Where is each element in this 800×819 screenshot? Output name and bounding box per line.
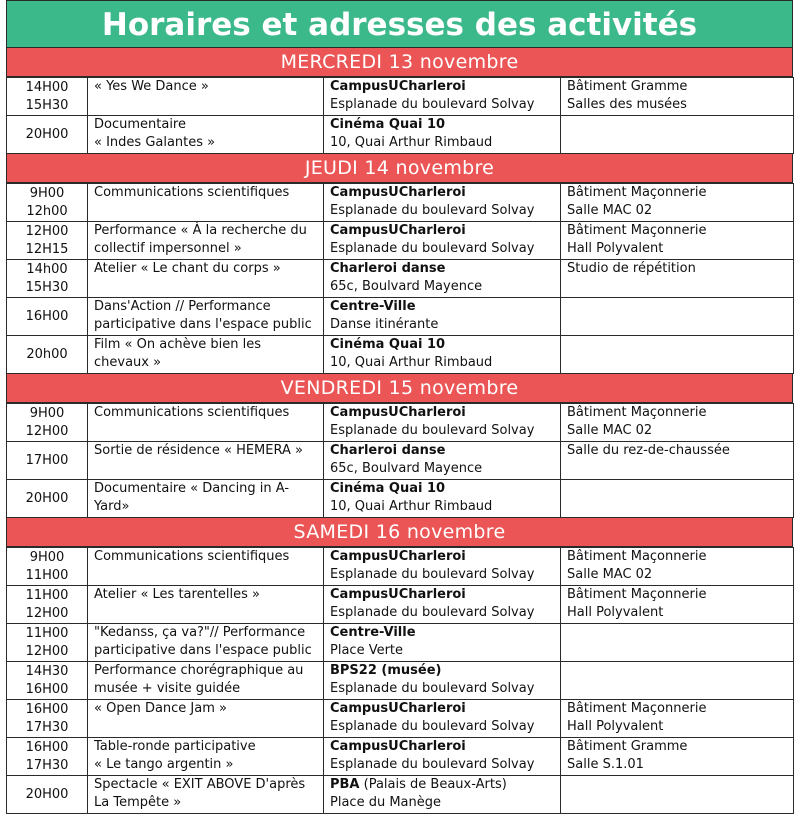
time-text: 9H00 xyxy=(29,549,65,565)
table-row xyxy=(7,442,794,480)
activity-text: "Kedanss, ça va?"// Performance xyxy=(94,625,306,640)
activity-text: participative dans l'espace public xyxy=(94,317,312,332)
activity-cell xyxy=(88,700,324,738)
time-text: 15H30 xyxy=(25,279,69,295)
activity-text: participative dans l'espace public xyxy=(94,643,312,658)
venue-line xyxy=(330,404,554,422)
activity-text: chevaux » xyxy=(94,355,162,370)
room-text: Studio de répétition xyxy=(567,261,696,276)
day-header: VENDREDI 15 novembre xyxy=(6,374,793,403)
table-row xyxy=(7,116,794,154)
room-text: Hall Polyvalent xyxy=(567,719,664,734)
room-text: Salle MAC 02 xyxy=(567,567,653,582)
schedule xyxy=(6,0,793,814)
address-text: 10, Quai Arthur Rimbaud xyxy=(330,355,493,370)
location-cell xyxy=(324,184,561,222)
time-text: 12H00 xyxy=(25,605,69,621)
day-table xyxy=(6,77,794,154)
venue-line xyxy=(330,116,554,134)
activity-cell xyxy=(88,442,324,480)
time-text: 11H00 xyxy=(25,625,69,641)
venue-line xyxy=(330,184,554,202)
activity-cell xyxy=(88,404,324,442)
day-table xyxy=(6,547,794,814)
day-table xyxy=(6,403,794,518)
table-row xyxy=(7,260,794,298)
table-row xyxy=(7,738,794,776)
activity-text: Film « On achève bien les xyxy=(94,337,262,352)
venue-line xyxy=(330,222,554,240)
room-text: Bâtiment Maçonnerie xyxy=(567,185,707,200)
address-text: Esplanade du boulevard Solvay xyxy=(330,757,535,772)
location-cell xyxy=(324,222,561,260)
location-cell xyxy=(324,662,561,700)
time-cell xyxy=(7,586,88,624)
time-text: 12h00 xyxy=(26,203,68,219)
room-cell xyxy=(561,298,794,336)
venue-line xyxy=(330,442,554,460)
room-text: Bâtiment Maçonnerie xyxy=(567,587,707,602)
address-text: 65c, Boulvard Mayence xyxy=(330,279,483,294)
activity-cell xyxy=(88,624,324,662)
table-row xyxy=(7,184,794,222)
room-cell xyxy=(561,78,794,116)
venue-name: CampusUCharleroi xyxy=(330,185,466,200)
table-row xyxy=(7,298,794,336)
time-text: 14H00 xyxy=(25,79,69,95)
venue-name: CampusUCharleroi xyxy=(330,79,466,94)
activity-cell xyxy=(88,480,324,518)
room-cell xyxy=(561,700,794,738)
room-text: Salle S.1.01 xyxy=(567,757,644,772)
room-cell xyxy=(561,624,794,662)
time-cell xyxy=(7,116,88,154)
venue-line xyxy=(330,700,554,718)
time-text: 20h00 xyxy=(26,346,68,362)
activity-text: Sortie de résidence « HEMERA » xyxy=(94,443,303,458)
activity-cell xyxy=(88,336,324,374)
venue-name: CampusUCharleroi xyxy=(330,223,466,238)
time-text: 17H00 xyxy=(25,452,69,468)
room-cell xyxy=(561,222,794,260)
time-text: 17H30 xyxy=(25,757,69,773)
location-cell xyxy=(324,624,561,662)
table-row xyxy=(7,222,794,260)
address-text: Esplanade du boulevard Solvay xyxy=(330,605,535,620)
time-cell xyxy=(7,442,88,480)
activity-text: musée + visite guidée xyxy=(94,681,241,696)
room-cell xyxy=(561,260,794,298)
address-text: 65c, Boulvard Mayence xyxy=(330,461,483,476)
location-cell xyxy=(324,404,561,442)
venue-line xyxy=(330,586,554,604)
activity-text: « Le tango argentin » xyxy=(94,757,234,772)
time-text: 9H00 xyxy=(29,185,65,201)
room-cell xyxy=(561,184,794,222)
time-text: 14H30 xyxy=(25,663,69,679)
address-text: Place du Manège xyxy=(330,795,441,810)
time-text: 17H30 xyxy=(25,719,69,735)
address-text: Esplanade du boulevard Solvay xyxy=(330,681,535,696)
room-cell xyxy=(561,738,794,776)
time-cell xyxy=(7,738,88,776)
venue-line xyxy=(330,662,554,680)
time-text: 9H00 xyxy=(29,405,65,421)
activity-text: Atelier « Les tarentelles » xyxy=(94,587,260,602)
time-text: 12H00 xyxy=(25,223,69,239)
activity-text: La Tempête » xyxy=(94,795,182,810)
location-cell xyxy=(324,298,561,336)
table-row xyxy=(7,548,794,586)
activity-text: « Open Dance Jam » xyxy=(94,701,227,716)
time-cell xyxy=(7,776,88,814)
room-text: Bâtiment Maçonnerie xyxy=(567,405,707,420)
location-cell xyxy=(324,776,561,814)
table-row xyxy=(7,336,794,374)
activity-cell xyxy=(88,738,324,776)
room-cell xyxy=(561,480,794,518)
days-container xyxy=(6,48,793,814)
time-cell xyxy=(7,298,88,336)
table-row xyxy=(7,404,794,442)
room-text: Bâtiment Maçonnerie xyxy=(567,701,707,716)
time-text: 20H00 xyxy=(25,126,69,142)
time-cell xyxy=(7,260,88,298)
day-header: JEUDI 14 novembre xyxy=(6,154,793,183)
activity-text: Documentaire « Dancing in A- xyxy=(94,481,290,496)
room-cell xyxy=(561,404,794,442)
time-text: 20H00 xyxy=(25,490,69,506)
activity-cell xyxy=(88,78,324,116)
activity-text: Communications scientifiques xyxy=(94,405,290,420)
location-cell xyxy=(324,78,561,116)
time-cell xyxy=(7,480,88,518)
address-text: Esplanade du boulevard Solvay xyxy=(330,203,535,218)
room-text: Salle MAC 02 xyxy=(567,423,653,438)
room-text: Hall Polyvalent xyxy=(567,605,664,620)
room-cell xyxy=(561,586,794,624)
time-text: 16H00 xyxy=(25,739,69,755)
activity-cell xyxy=(88,586,324,624)
location-cell xyxy=(324,336,561,374)
room-cell xyxy=(561,116,794,154)
venue-line xyxy=(330,336,554,354)
activity-text: « Yes We Dance » xyxy=(94,79,209,94)
time-text: 16H00 xyxy=(25,681,69,697)
table-row xyxy=(7,586,794,624)
table-row xyxy=(7,662,794,700)
venue-name: Cinéma Quai 10 xyxy=(330,117,446,132)
time-cell xyxy=(7,624,88,662)
room-cell xyxy=(561,548,794,586)
activity-text: Performance chorégraphique au xyxy=(94,663,304,678)
time-text: 12H00 xyxy=(25,643,69,659)
time-cell xyxy=(7,662,88,700)
venue-line xyxy=(330,738,554,756)
venue-line xyxy=(330,298,554,316)
activity-text: collectif impersonnel » xyxy=(94,241,242,256)
location-cell xyxy=(324,700,561,738)
location-cell xyxy=(324,738,561,776)
address-text: Esplanade du boulevard Solvay xyxy=(330,241,535,256)
room-text: Bâtiment Maçonnerie xyxy=(567,549,707,564)
time-text: 14h00 xyxy=(26,261,68,277)
venue-name: CampusUCharleroi xyxy=(330,405,466,420)
activity-text: Documentaire xyxy=(94,117,186,132)
location-cell xyxy=(324,586,561,624)
time-text: 12H15 xyxy=(25,241,69,257)
room-text: Salle du rez-de-chaussée xyxy=(567,443,730,458)
room-cell xyxy=(561,662,794,700)
location-cell xyxy=(324,442,561,480)
venue-name: BPS22 (musée) xyxy=(330,663,442,678)
venue-name: Charleroi danse xyxy=(330,443,446,458)
activity-text: Atelier « Le chant du corps » xyxy=(94,261,281,276)
page-title: Horaires et adresses des activités xyxy=(6,0,793,48)
table-row xyxy=(7,78,794,116)
location-cell xyxy=(324,116,561,154)
time-cell xyxy=(7,222,88,260)
activity-text: Yard» xyxy=(94,499,130,514)
activity-cell xyxy=(88,260,324,298)
address-text: Danse itinérante xyxy=(330,317,439,332)
activity-cell xyxy=(88,184,324,222)
venue-line xyxy=(330,776,554,794)
activity-cell xyxy=(88,662,324,700)
venue-name: Cinéma Quai 10 xyxy=(330,481,446,496)
room-text: Bâtiment Gramme xyxy=(567,739,688,754)
table-row xyxy=(7,700,794,738)
venue-line xyxy=(330,260,554,278)
address-text: Esplanade du boulevard Solvay xyxy=(330,97,535,112)
room-text: Salles des musées xyxy=(567,97,687,112)
time-text: 16H00 xyxy=(25,308,69,324)
time-text: 11H00 xyxy=(25,567,69,583)
activity-cell xyxy=(88,776,324,814)
address-text: Place Verte xyxy=(330,643,404,658)
address-text: Esplanade du boulevard Solvay xyxy=(330,567,535,582)
location-cell xyxy=(324,480,561,518)
activity-text: Dans'Action // Performance xyxy=(94,299,271,314)
activity-cell xyxy=(88,116,324,154)
venue-name: CampusUCharleroi xyxy=(330,739,466,754)
time-text: 20H00 xyxy=(25,786,69,802)
activity-text: Performance « À la recherche du xyxy=(94,223,307,238)
day-table xyxy=(6,183,794,374)
table-row xyxy=(7,480,794,518)
activity-text: Communications scientifiques xyxy=(94,185,290,200)
address-text: 10, Quai Arthur Rimbaud xyxy=(330,135,493,150)
time-text: 11H00 xyxy=(25,587,69,603)
venue-name: CampusUCharleroi xyxy=(330,587,466,602)
time-cell xyxy=(7,700,88,738)
venue-line xyxy=(330,480,554,498)
activity-text: « Indes Galantes » xyxy=(94,135,216,150)
activity-text: Spectacle « EXIT ABOVE D'après xyxy=(94,777,306,792)
venue-name: Centre-Ville xyxy=(330,625,416,640)
venue-name: Centre-Ville xyxy=(330,299,416,314)
location-cell xyxy=(324,548,561,586)
address-text: Esplanade du boulevard Solvay xyxy=(330,719,535,734)
time-cell xyxy=(7,404,88,442)
table-row xyxy=(7,776,794,814)
activity-text: Table-ronde participative xyxy=(94,739,256,754)
venue-line xyxy=(330,78,554,96)
room-text: Hall Polyvalent xyxy=(567,241,664,256)
time-cell xyxy=(7,184,88,222)
table-row xyxy=(7,624,794,662)
room-text: Bâtiment Maçonnerie xyxy=(567,223,707,238)
time-text: 12H00 xyxy=(25,423,69,439)
room-text: Bâtiment Gramme xyxy=(567,79,688,94)
room-cell xyxy=(561,336,794,374)
activity-text: Communications scientifiques xyxy=(94,549,290,564)
activity-cell xyxy=(88,298,324,336)
room-cell xyxy=(561,442,794,480)
venue-line xyxy=(330,624,554,642)
venue-line xyxy=(330,548,554,566)
time-cell xyxy=(7,78,88,116)
venue-name: PBA xyxy=(330,777,360,792)
room-text: Salle MAC 02 xyxy=(567,203,653,218)
activity-cell xyxy=(88,222,324,260)
day-header: MERCREDI 13 novembre xyxy=(6,48,793,77)
room-cell xyxy=(561,776,794,814)
venue-name: CampusUCharleroi xyxy=(330,701,466,716)
venue-name: Charleroi danse xyxy=(330,261,446,276)
venue-detail: (Palais de Beaux-Arts) xyxy=(359,777,507,792)
time-cell xyxy=(7,336,88,374)
address-text: Esplanade du boulevard Solvay xyxy=(330,423,535,438)
location-cell xyxy=(324,260,561,298)
time-text: 15H30 xyxy=(25,97,69,113)
activity-cell xyxy=(88,548,324,586)
venue-name: Cinéma Quai 10 xyxy=(330,337,446,352)
day-header: SAMEDI 16 novembre xyxy=(6,518,793,547)
venue-name: CampusUCharleroi xyxy=(330,549,466,564)
time-cell xyxy=(7,548,88,586)
time-text: 16H00 xyxy=(25,701,69,717)
address-text: 10, Quai Arthur Rimbaud xyxy=(330,499,493,514)
